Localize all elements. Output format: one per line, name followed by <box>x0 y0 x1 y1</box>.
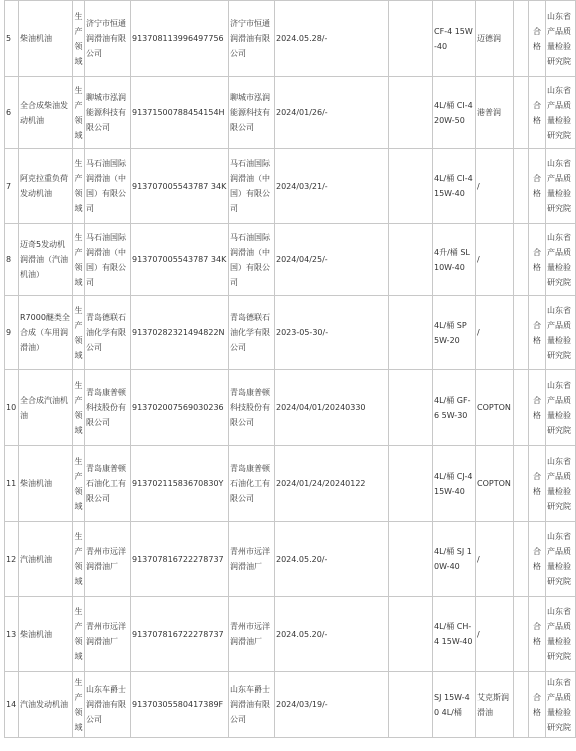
producer-name: 济宁市恒通润滑油有限公司 <box>85 1 131 77</box>
product-spec: SJ 15W-40 4L/桶 <box>433 672 476 738</box>
product-name: 汽油发动机油 <box>19 672 73 738</box>
producer-name: 马石油国际润滑油（中国）有限公司 <box>85 224 131 296</box>
credit-code: 913708113996497756 <box>131 1 229 77</box>
seller-name: 聊城市泓润能源科技有限公司 <box>229 77 275 149</box>
empty-cell <box>389 77 433 149</box>
credit-code: 913707005543787 34K <box>131 149 229 224</box>
row-number: 7 <box>5 149 19 224</box>
empty-cell <box>389 446 433 522</box>
table-row <box>5 77 576 149</box>
product-spec: 4升/桶 SL 10W-40 <box>433 224 476 296</box>
inspection-agency: 山东省产品质量检验研究院 <box>546 370 576 446</box>
sampling-field: 生产领域 <box>73 296 85 370</box>
brand-name: / <box>476 597 514 672</box>
empty-cell <box>514 672 529 738</box>
inspection-agency: 山东省产品质量检验研究院 <box>546 522 576 597</box>
inspection-result: 合格 <box>529 597 546 672</box>
row-number: 8 <box>5 224 19 296</box>
brand-name: 艾克斯润滑油 <box>476 672 514 738</box>
inspection-table <box>4 0 576 738</box>
product-name: 阿克拉重负荷发动机油 <box>19 149 73 224</box>
credit-code: 91370282321494822N <box>131 296 229 370</box>
sampling-field: 生产领域 <box>73 597 85 672</box>
production-date: 2024/04/25/- <box>275 224 389 296</box>
inspection-result: 合格 <box>529 77 546 149</box>
sampling-field: 生产领域 <box>73 1 85 77</box>
brand-name: / <box>476 224 514 296</box>
sampling-field: 生产领域 <box>73 522 85 597</box>
brand-name: 迈德润 <box>476 1 514 77</box>
row-number: 9 <box>5 296 19 370</box>
row-number: 11 <box>5 446 19 522</box>
row-number: 14 <box>5 672 19 738</box>
credit-code: 91370305580417389F <box>131 672 229 738</box>
empty-cell <box>389 597 433 672</box>
product-name: 汽油机油 <box>19 522 73 597</box>
inspection-result: 合格 <box>529 370 546 446</box>
row-number: 6 <box>5 77 19 149</box>
credit-code: 913702007569030236 <box>131 370 229 446</box>
producer-name: 山东车爵士润滑油有限公司 <box>85 672 131 738</box>
product-spec: 4L/桶 CI-4 15W-40 <box>433 149 476 224</box>
sampling-field: 生产领域 <box>73 224 85 296</box>
producer-name: 青岛康普顿科技股份有限公司 <box>85 370 131 446</box>
production-date: 2024/03/21/- <box>275 149 389 224</box>
row-number: 12 <box>5 522 19 597</box>
production-date: 2024/01/26/- <box>275 77 389 149</box>
credit-code: 913707005543787 34K <box>131 224 229 296</box>
inspection-agency: 山东省产品质量检验研究院 <box>546 224 576 296</box>
empty-cell <box>514 77 529 149</box>
table-row <box>5 446 576 522</box>
empty-cell <box>514 522 529 597</box>
product-name: R7000醚类全合成（车用润滑油） <box>19 296 73 370</box>
seller-name: 山东车爵士润滑油有限公司 <box>229 672 275 738</box>
inspection-result: 合格 <box>529 522 546 597</box>
inspection-result: 合格 <box>529 672 546 738</box>
product-spec: 4L/桶 SP 5W-20 <box>433 296 476 370</box>
row-number: 10 <box>5 370 19 446</box>
product-name: 柴油机油 <box>19 446 73 522</box>
empty-cell <box>389 149 433 224</box>
credit-code: 913707816722278737 <box>131 522 229 597</box>
empty-cell <box>514 296 529 370</box>
seller-name: 马石油国际润滑油（中国）有限公司 <box>229 224 275 296</box>
empty-cell <box>514 370 529 446</box>
product-name: 全合成柴油发动机油 <box>19 77 73 149</box>
seller-name: 青州市远洋润滑油厂 <box>229 597 275 672</box>
product-name: 全合成汽油机油 <box>19 370 73 446</box>
seller-name: 青州市远洋润滑油厂 <box>229 522 275 597</box>
inspection-result: 合格 <box>529 1 546 77</box>
production-date: 2024.05.28/- <box>275 1 389 77</box>
product-name: 柴油机油 <box>19 597 73 672</box>
table-row <box>5 149 576 224</box>
empty-cell <box>514 224 529 296</box>
inspection-agency: 山东省产品质量检验研究院 <box>546 597 576 672</box>
sampling-field: 生产领域 <box>73 77 85 149</box>
table-row <box>5 370 576 446</box>
seller-name: 青岛康普顿科技股份有限公司 <box>229 370 275 446</box>
table-row <box>5 597 576 672</box>
production-date: 2024.05.20/- <box>275 597 389 672</box>
sampling-field: 生产领域 <box>73 446 85 522</box>
product-spec: 4L/桶 SJ 10W-40 <box>433 522 476 597</box>
empty-cell <box>514 597 529 672</box>
empty-cell <box>514 446 529 522</box>
empty-cell <box>389 296 433 370</box>
production-date: 2024/01/24/20240122 <box>275 446 389 522</box>
production-date: 2024/03/19/- <box>275 672 389 738</box>
sampling-field: 生产领域 <box>73 672 85 738</box>
seller-name: 马石油国际润滑油（中国）有限公司 <box>229 149 275 224</box>
row-number: 5 <box>5 1 19 77</box>
production-date: 2024/04/01/20240330 <box>275 370 389 446</box>
seller-name: 青岛德联石油化学有限公司 <box>229 296 275 370</box>
producer-name: 聊城市泓润能源科技有限公司 <box>85 77 131 149</box>
inspection-agency: 山东省产品质量检验研究院 <box>546 149 576 224</box>
inspection-agency: 山东省产品质量检验研究院 <box>546 77 576 149</box>
product-spec: 4L/桶 CI-4 20W-50 <box>433 77 476 149</box>
brand-name: / <box>476 522 514 597</box>
empty-cell <box>389 672 433 738</box>
producer-name: 青岛康普顿石油化工有限公司 <box>85 446 131 522</box>
producer-name: 青州市远洋润滑油厂 <box>85 597 131 672</box>
brand-name: COPTON <box>476 446 514 522</box>
producer-name: 青州市远洋润滑油厂 <box>85 522 131 597</box>
empty-cell <box>514 1 529 77</box>
inspection-result: 合格 <box>529 224 546 296</box>
production-date: 2023-05-30/- <box>275 296 389 370</box>
product-spec: 4L/桶 GF-6 5W-30 <box>433 370 476 446</box>
sampling-field: 生产领域 <box>73 370 85 446</box>
inspection-result: 合格 <box>529 296 546 370</box>
seller-name: 青岛康普顿石油化工有限公司 <box>229 446 275 522</box>
product-spec: 4L/桶 CJ-4 15W-40 <box>433 446 476 522</box>
brand-name: 港普润 <box>476 77 514 149</box>
product-name: 柴油机油 <box>19 1 73 77</box>
table-row <box>5 296 576 370</box>
table-row <box>5 522 576 597</box>
table-row <box>5 224 576 296</box>
table-body <box>5 1 576 738</box>
sampling-field: 生产领域 <box>73 149 85 224</box>
brand-name: / <box>476 296 514 370</box>
brand-name: / <box>476 149 514 224</box>
product-spec: 4L/桶 CH-4 15W-40 <box>433 597 476 672</box>
credit-code: 91371500788454154H <box>131 77 229 149</box>
producer-name: 马石油国际润滑油（中国）有限公司 <box>85 149 131 224</box>
empty-cell <box>389 370 433 446</box>
table-row <box>5 1 576 77</box>
seller-name: 济宁市恒通润滑油有限公司 <box>229 1 275 77</box>
empty-cell <box>389 1 433 77</box>
inspection-agency: 山东省产品质量检验研究院 <box>546 296 576 370</box>
production-date: 2024.05.20/- <box>275 522 389 597</box>
inspection-agency: 山东省产品质量检验研究院 <box>546 1 576 77</box>
product-name: 迈奇5发动机润滑油（汽油机油） <box>19 224 73 296</box>
inspection-result: 合格 <box>529 149 546 224</box>
empty-cell <box>389 522 433 597</box>
product-spec: CF-4 15W-40 <box>433 1 476 77</box>
row-number: 13 <box>5 597 19 672</box>
table-row <box>5 672 576 738</box>
empty-cell <box>389 224 433 296</box>
credit-code: 913707816722278737 <box>131 597 229 672</box>
producer-name: 青岛德联石油化学有限公司 <box>85 296 131 370</box>
credit-code: 91370211583670830Y <box>131 446 229 522</box>
empty-cell <box>514 149 529 224</box>
inspection-agency: 山东省产品质量检验研究院 <box>546 672 576 738</box>
inspection-agency: 山东省产品质量检验研究院 <box>546 446 576 522</box>
brand-name: COPTON <box>476 370 514 446</box>
inspection-result: 合格 <box>529 446 546 522</box>
